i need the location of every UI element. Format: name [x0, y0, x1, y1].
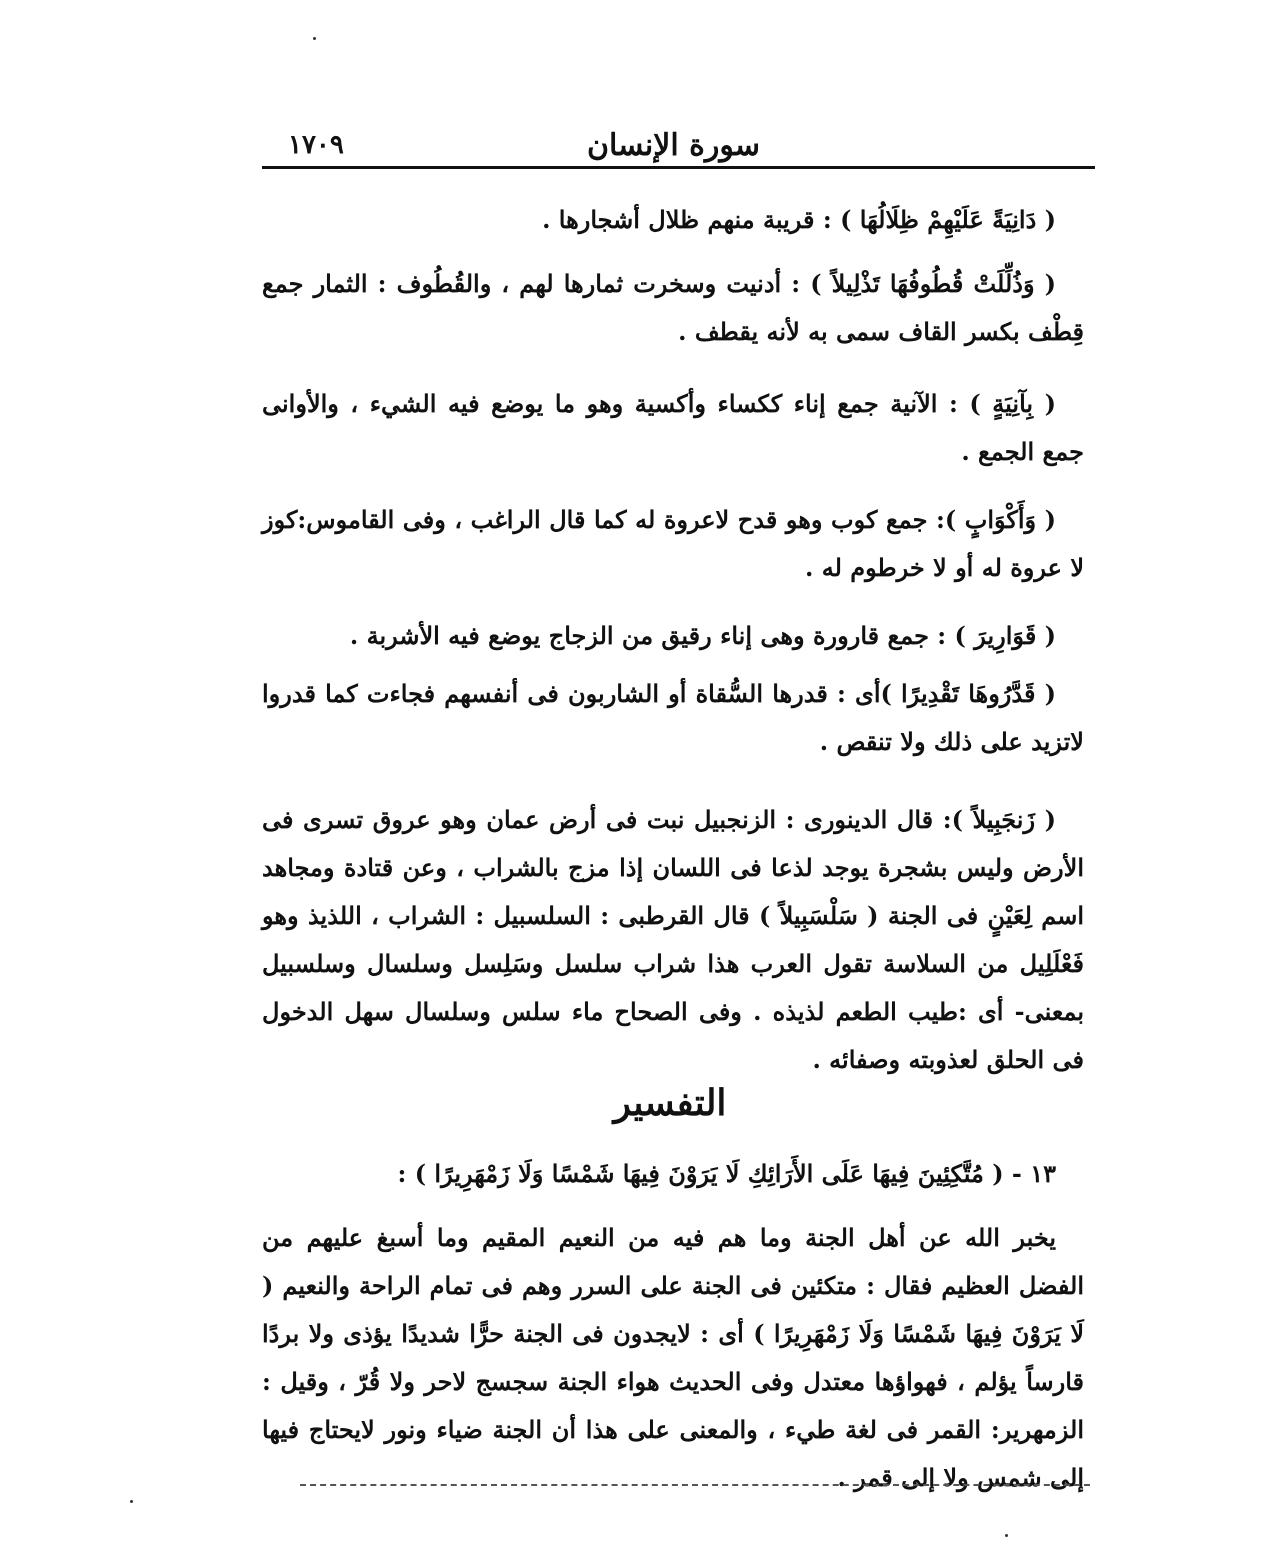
scan-speck: [1005, 1534, 1008, 1537]
gloss-akwab: ( وَأَكْوَابٍ ): جمع كوب وهو قدح لاعروة له كما قال الراغب ، وفى القاموس:كوز لا عروة له أو لا خرطوم له .: [262, 505, 1084, 582]
gloss-qawarir: ( قَوَارِيرَ ) : جمع قارورة وهى إناء رقيق من الزجاج يوضع فيه الأشربة .: [349, 621, 1056, 650]
gloss-zanjabil: ( زَنجَبِيلاً ): قال الدينورى : الزنجبيل نبت فى أرض عمان وهو عروق تسرى فى الأرض وليس بشجرة يوجد لذعا فى اللسان إذا مزج بالشراب ، وعن قتادة ومجاهد اسم لِعَيْنٍ فى الجنة ( سَلْسَبِيلاً ) قال القرطبى : السلسبيل : الشراب ، اللذيذ وهو فَعْلَلِيل من السلاسة تقول العرب هذا شراب سلسل وسَلِسل وسلسال وسلسبيل بمعنى- أى :طيب الطعم لذيذه . وفى الصحاح ماء سلس وسلسال سهل الدخول فى الحلق لعذوبته وصفائه .: [262, 805, 1085, 1074]
scan-speck: [313, 37, 316, 40]
header-rule: [262, 166, 1095, 169]
footer-rule: [300, 1484, 1090, 1486]
gloss-dhullilat: ( وَذُلِّلَتْ قُطُوفُهَا تَذْلِيلاً ) : أدنيت وسخرت ثمارها لهم ، والقُطُوف : الثمار جمع قِطْف بكسر القاف سمى به لأنه يقطف .: [262, 269, 1084, 346]
gloss-qaddaruha: ( قَدَّرُوهَا تَقْدِيرًا )أى : قدرها السُّقاة أو الشاربون فى أنفسهم فجاءت كما قدروا لاتزيد على ذلك ولا تنقص .: [262, 679, 1084, 756]
surah-title: سورة الإنسان: [586, 128, 760, 163]
gloss-daniya: ( دَانِيَةً عَلَيْهِمْ ظِلَالُهَا ) : قريبة منهم ظلال أشجارها .: [542, 205, 1056, 234]
gloss-aniya: ( بِآنِيَةٍ ) : الآنية جمع إناء ككساء وأكسية وهو ما يوضع فيه الشيء ، والأوانى جمع الجمع .: [262, 389, 1084, 466]
page-number: ١٧٠٩: [288, 130, 344, 160]
scan-speck: [130, 1500, 133, 1503]
tafsir-heading: التفسير: [613, 1082, 727, 1124]
page-header: [262, 118, 1095, 166]
tafsir-body: يخبر الله عن أهل الجنة وما هم فيه من النعيم المقيم وما أسبغ عليهم من الفضل العظيم فقال : متكئين فى الجنة على السرر وهم فى تمام الراحة والنعيم ( لَا يَرَوْنَ فِيهَا شَمْسًا وَلَا زَمْهَرِيرًا ) أى : لايجدون فى الجنة حرًّا شديدًا يؤذى ولا بردًا قارساً يؤلم ، فهواؤها معتدل وفى الحديث هواء الجنة سجسج لاحر ولا قُرّ ، وقيل : الزمهرير: القمر فى لغة طيء ، والمعنى على هذا أن الجنة ضياء ونور لايحتاج فيها إلى شمس ولا إلى قمر .: [262, 1223, 1084, 1492]
verse-13: ١٣ - ( مُتَّكِئِينَ فِيهَا عَلَى الأَرَائِكِ لَا يَرَوْنَ فِيهَا شَمْسًا وَلَا زَمْهَرِيرًا ) :: [397, 1159, 1056, 1188]
